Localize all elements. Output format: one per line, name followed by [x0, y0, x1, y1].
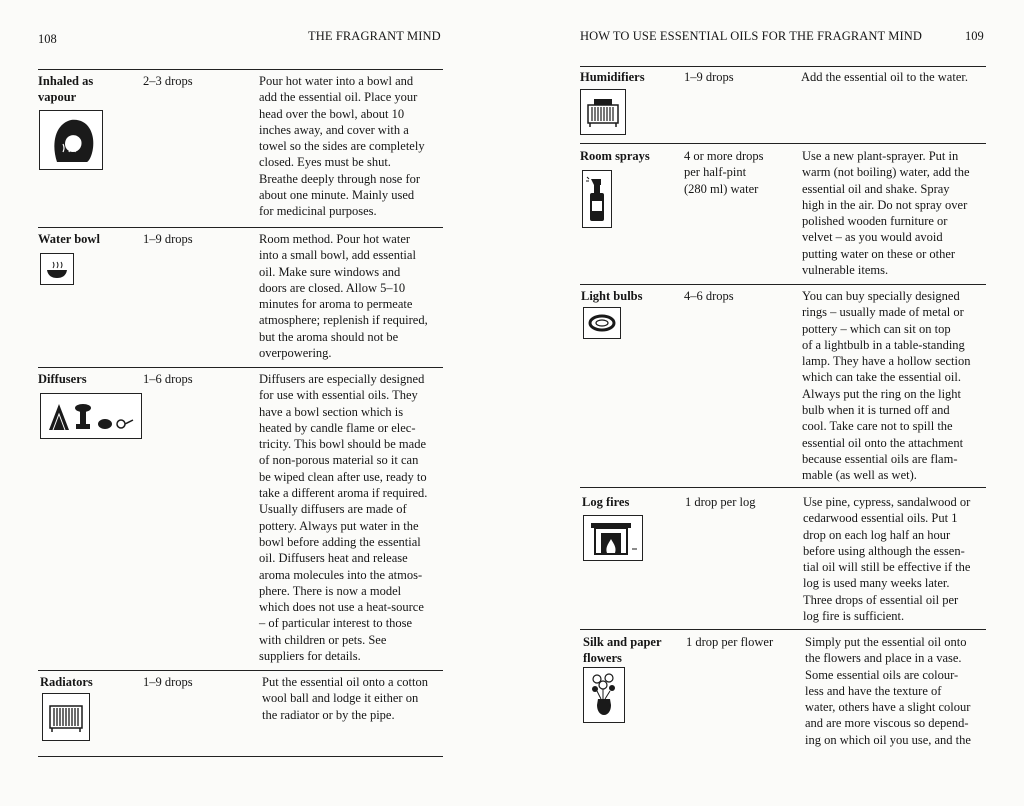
method-name: Diffusers: [38, 372, 87, 386]
drop-amount: 4–6 drops: [684, 289, 734, 303]
method-name: Water bowl: [38, 232, 100, 246]
row-rule: [38, 227, 443, 228]
flower-vase-icon: [583, 667, 625, 723]
drop-amount: 1–9 drops: [143, 232, 193, 246]
drop-amount: 4 or more drops per half-pint (280 ml) water: [684, 149, 764, 196]
drop-amount: 1 drop per flower: [686, 635, 774, 649]
method-name: Light bulbs: [581, 289, 643, 303]
method-description: Use a new plant-sprayer. Put in warm (not boiling) water, add the essential oil and shake. Spray high in the air. Do not spray over polished wooden furniture or velvet – as you would avoid putting water on these or other vulnerable items.: [802, 149, 970, 278]
running-head-left: THE FRAGRANT MIND: [308, 29, 441, 43]
row-rule: [38, 367, 443, 368]
row-rule: [580, 66, 986, 67]
row-rule: [38, 756, 443, 757]
drop-amount: 2–3 drops: [143, 74, 193, 88]
drop-amount: 1 drop per log: [685, 495, 756, 509]
method-description: Diffusers are especially designed for use with essential oils. They have a bowl section which is heated by candle flame or elec- tricity. This bowl should be made of non-porous material so it can be wiped clean after use, ready to take a different aroma if required. Usually diffusers are made of pottery. Always put water in the bowl before adding the essential oil. Diffusers heat and release aroma molecules into the atmos- phere. There is now a model which does not use a heat-source – of particular interest to those with children or pets. See suppliers for details.: [259, 372, 428, 664]
row-rule: [580, 629, 986, 630]
method-description: Pour hot water into a bowl and add the essential oil. Place your head over the bowl, about 10 inches away, and cover with a towel so the sides are completely closed. Eyes must be shut. Breathe deeply through nose for about one minute. Mainly used for medicinal purposes.: [259, 74, 425, 219]
row-rule: [580, 143, 986, 144]
page-number-left: 108: [38, 32, 57, 46]
running-head-right: HOW TO USE ESSENTIAL OILS FOR THE FRAGRANT MIND: [580, 29, 922, 43]
water-bowl-icon: [40, 253, 74, 285]
method-description: Use pine, cypress, sandalwood or cedarwood essential oils. Put 1 drop on each log half an hour before using although the essen- tial oil will still be effective if the log is used many weeks later. Three drops of essential oil per log fire is sufficient.: [803, 495, 971, 624]
diffusers-icon: [40, 393, 142, 439]
row-rule: [580, 284, 986, 285]
method-description: You can buy specially designed rings – usually made of metal or pottery – which can sit on top of a lightbulb in a table-standing lamp. They have a hollow section which can take the essential oil. Always put the ring on the light bulb when it is turned off and cool. Take care not to spill the essential oil onto the attachment because essential oils are flam- mable (as well as wet).: [802, 289, 971, 483]
row-rule: [38, 69, 443, 70]
method-description: Simply put the essential oil onto the flowers and place in a vase. Some essential oils are colour- less and have the texture of water, others have a slight colour and are more viscous so depend- ing on which oil you use, and the: [805, 635, 971, 747]
method-description: Room method. Pour hot water into a small bowl, add essential oil. Make sure windows and doors are closed. Allow 5–10 minutes for aroma to permeate atmosphere; replenish if required, but the aroma should not be overpowering.: [259, 232, 428, 361]
bulb-ring-icon: [583, 307, 621, 339]
fireplace-icon: [583, 515, 643, 561]
method-name: Silk and paper flowers: [583, 635, 662, 666]
radiator-icon: [42, 693, 90, 741]
method-description: Put the essential oil onto a cotton wool ball and lodge it either on the radiator or by the pipe.: [262, 675, 428, 722]
right-page: [512, 0, 1024, 806]
inhalation-icon: [39, 110, 103, 170]
method-name: Room sprays: [580, 149, 650, 163]
method-name: Humidifiers: [580, 70, 645, 84]
drop-amount: 1–9 drops: [684, 70, 734, 84]
humidifier-icon: [580, 89, 626, 135]
method-name: Radiators: [40, 675, 93, 689]
row-rule: [580, 487, 986, 488]
spray-bottle-icon: [582, 170, 612, 228]
drop-amount: 1–9 drops: [143, 675, 193, 689]
page-number-right: 109: [965, 29, 984, 43]
method-name: Log fires: [582, 495, 630, 509]
drop-amount: 1–6 drops: [143, 372, 193, 386]
method-description: Add the essential oil to the water.: [801, 70, 968, 84]
row-rule: [38, 670, 443, 671]
method-name: Inhaled as vapour: [38, 74, 94, 105]
